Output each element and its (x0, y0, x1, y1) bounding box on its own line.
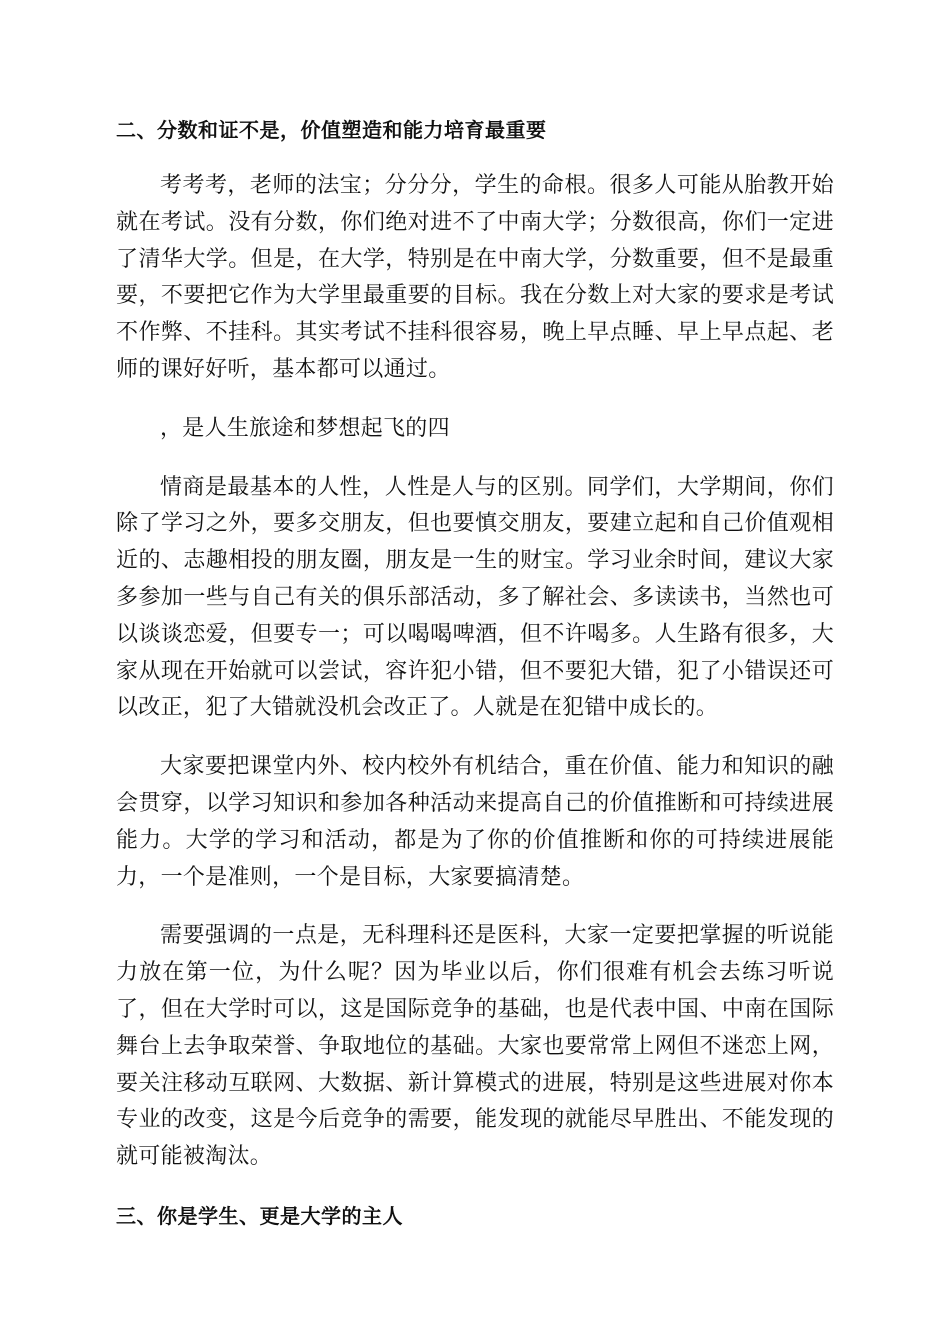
paragraph-1: 考考考，老师的法宝；分分分，学生的命根。很多人可能从胎教开始就在考试。没有分数，你们绝对进不了中南大学；分数很高，你们一定进了清华大学。但是，在大学，特别是在中南大学，分数重要，但不是最重要，不要把它作为大学里最重要的目标。我在分数上对大家的要求是考试不作弊、不挂科。其实考试不挂科很容易，晚上早点睡、早上早点起、老师的课好好听，基本都可以通过。 (116, 173, 834, 382)
section-heading-2: 二、分数和证不是，价值塑造和能力培育最重要 (116, 118, 547, 142)
document-page (116, 112, 834, 1254)
section-heading-3: 三、你是学生、更是大学的主人 (116, 1203, 403, 1228)
paragraph-4: 大家要把课堂内外、校内校外有机结合，重在价值、能力和知识的融会贯穿，以学习知识和参加各种活动来提高自己的价值推断和可持续进展能力。大学的学习和活动，都是为了你的价值推断和你的可持续进展能力，一个是准则，一个是目标，大家要搞清楚。 (116, 754, 834, 890)
paragraph-2: ，是人生旅途和梦想起飞的四 (160, 415, 450, 441)
paragraph-5: 需要强调的一点是，无科理科还是医科，大家一定要把掌握的听说能力放在第一位，为什么呢？因为毕业以后，你们很难有机会去练习听说了，但在大学时可以，这是国际竞争的基础，也是代表中国、中南在国际舞台上去争取荣誉、争取地位的基础。大家也要常常上网但不迷恋上网，要关注移动互联网、大数据、新计算模式的进展，特别是这些进展对你本专业的改变，这是今后竞争的需要，能发现的就能尽早胜出、不能发现的就可能被淘汰。 (116, 923, 834, 1170)
paragraph-3: 情商是最基本的人性，人性是人与的区别。同学们，大学期间，你们除了学习之外，要多交朋友，但也要慎交朋友，要建立起和自己价值观相近的、志趣相投的朋友圈，朋友是一生的财宝。学习业余时间，建议大家多参加一些与自己有关的俱乐部活动，多了解社会、多读读书，当然也可以谈谈恋爱，但要专一；可以喝喝啤酒，但不许喝多。人生路有很多，大家从现在开始就可以尝试，容许犯小错，但不要犯大错，犯了小错误还可以改正，犯了大错就没机会改正了。人就是在犯错中成长的。 (116, 474, 834, 721)
